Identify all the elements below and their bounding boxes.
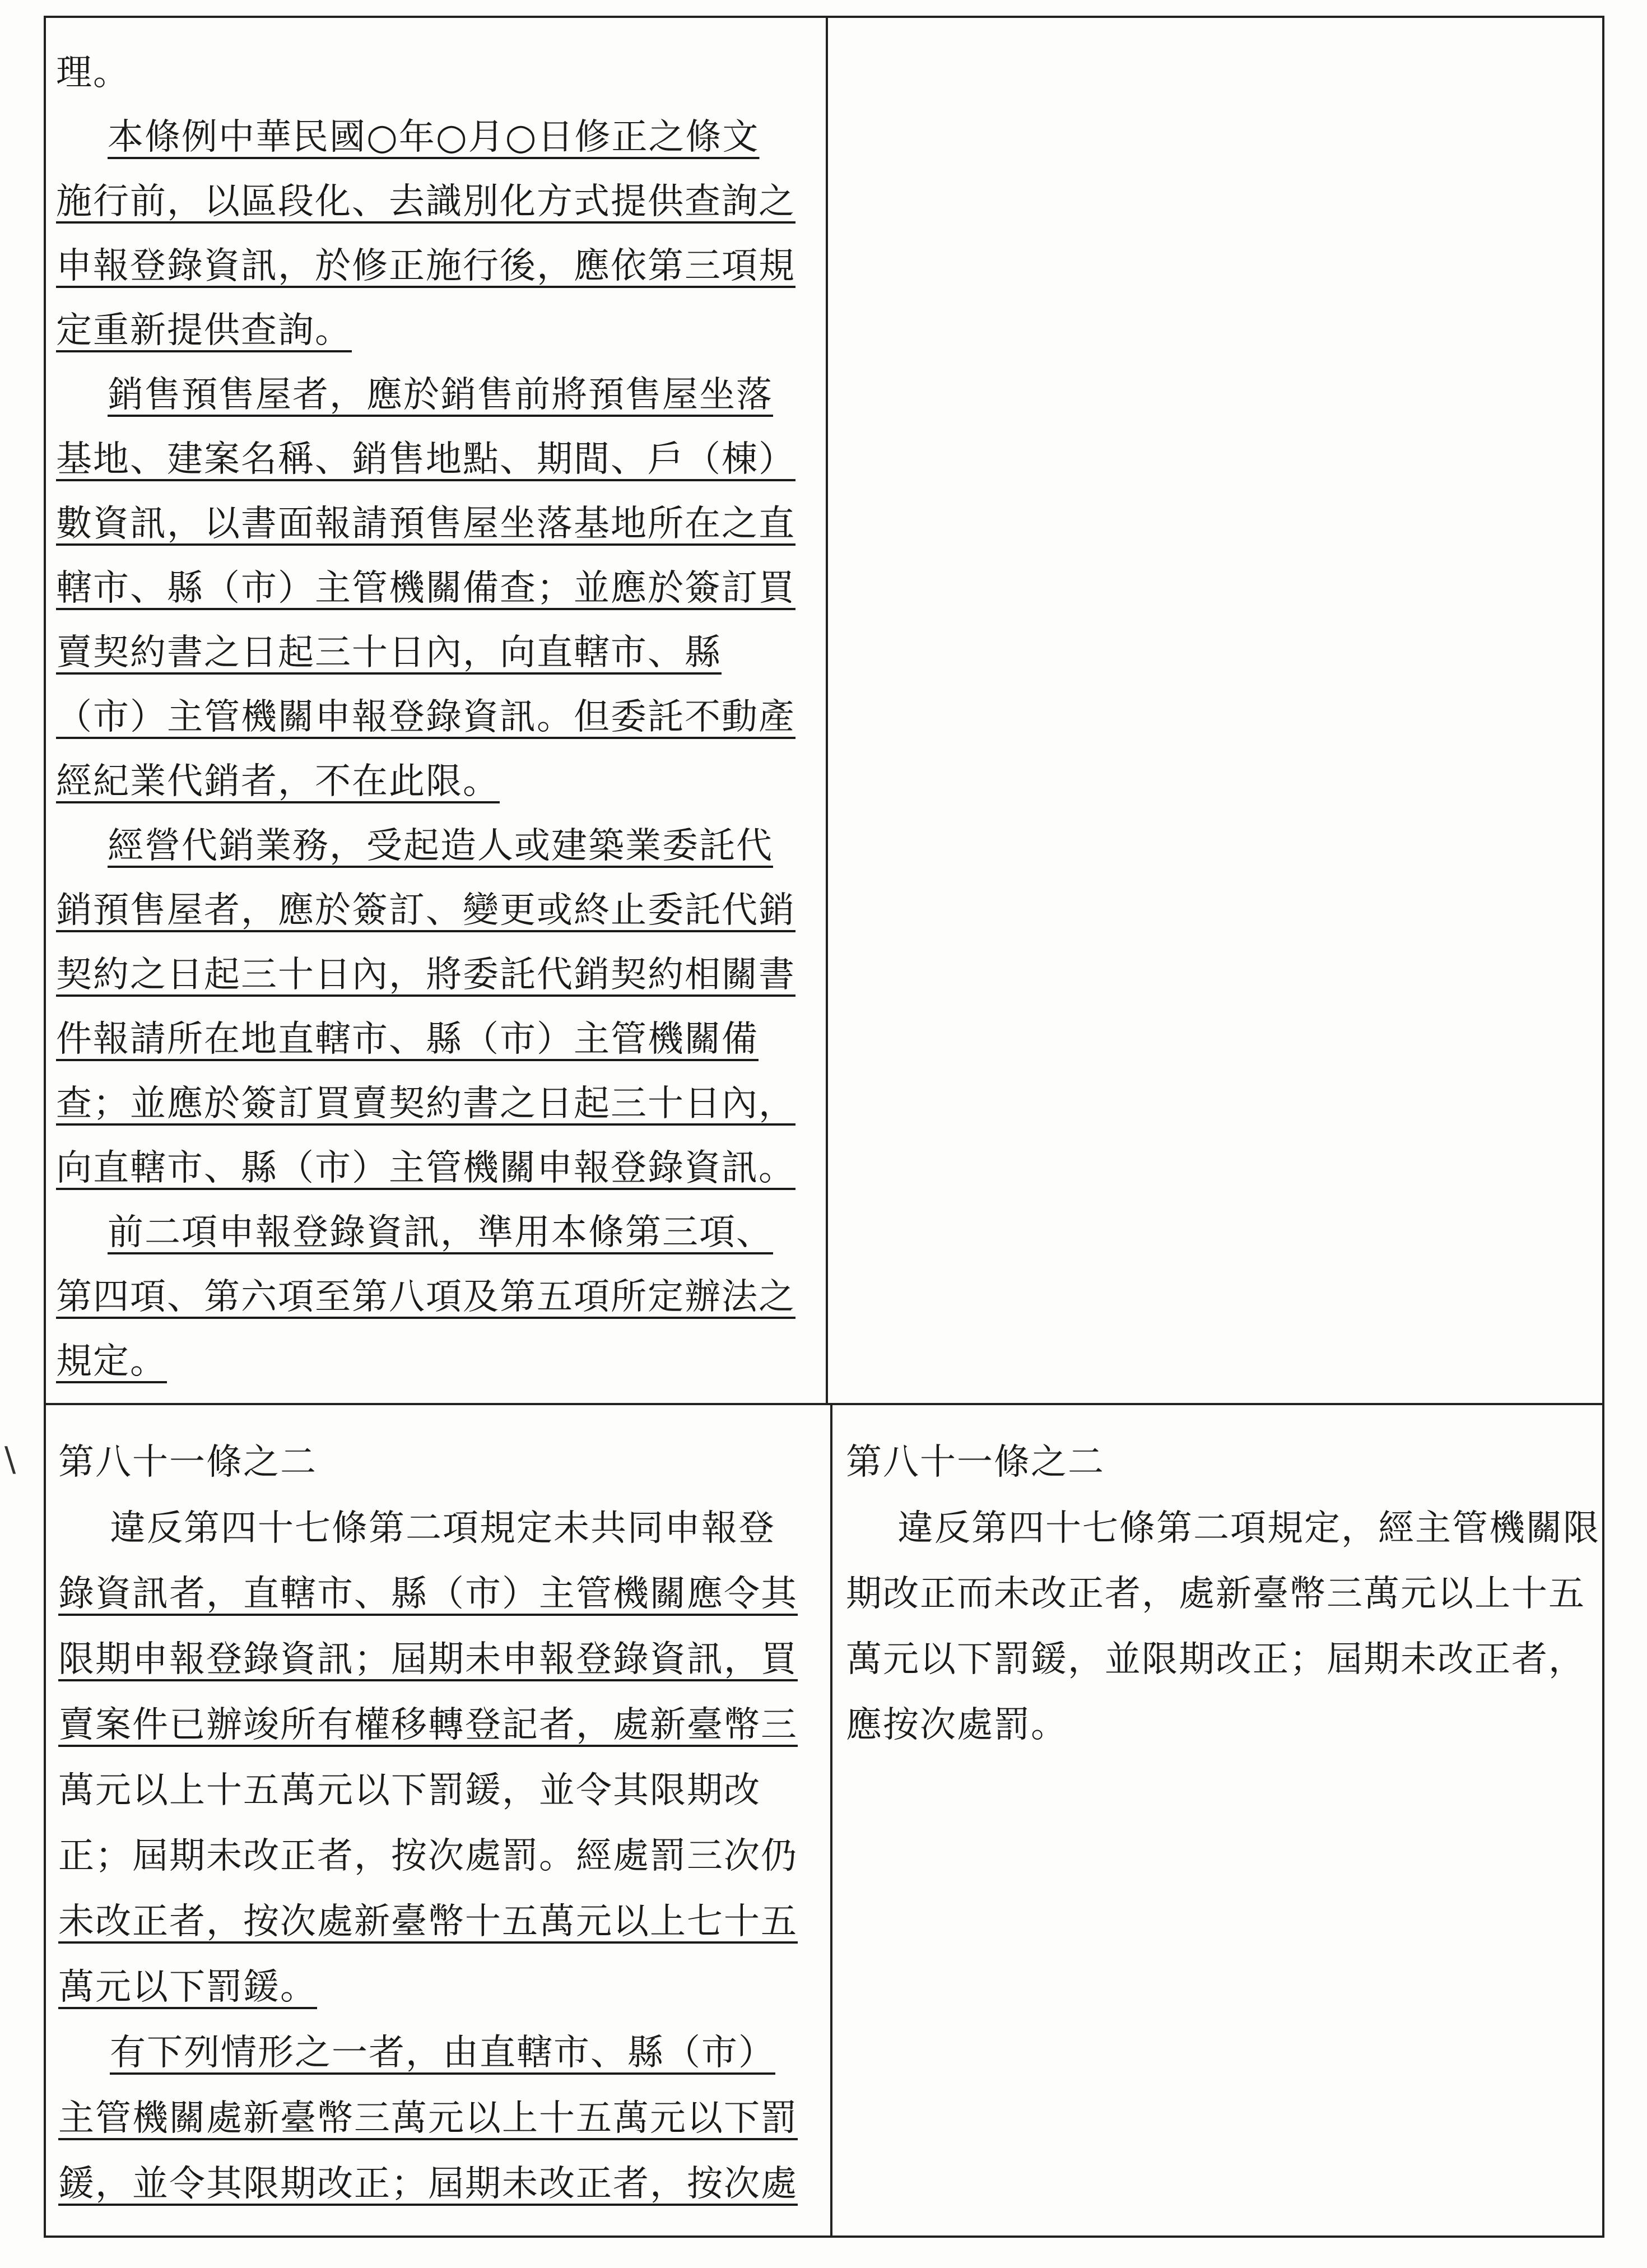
text-line: 鍰，並令其限期改正；屆期未改正者，按次處 (58, 2163, 798, 2205)
text-line: 契約之日起三十日內，將委託代銷契約相關書 (56, 954, 795, 996)
text-line: 經營代銷業務，受起造人或建築業委託代 (108, 825, 773, 867)
text-line: 主管機關處新臺幣三萬元以上十五萬元以下罰 (58, 2098, 798, 2139)
text-line: 申報登錄資訊，於修正施行後，應依第三項規 (56, 245, 795, 287)
text-line: 銷預售屋者，應於簽訂、變更或終止委託代銷 (56, 890, 795, 931)
text-line: 查；並應於簽訂買賣契約書之日起三十日內， (56, 1083, 795, 1124)
text-line: 銷售預售屋者，應於銷售前將預售屋坐落 (108, 374, 773, 416)
bottom-left-cell (58, 1440, 820, 2224)
text-line: 經紀業代銷者，不在此限。 (56, 761, 500, 802)
column-divider-top (826, 16, 828, 1405)
text-line: 限期申報登錄資訊；屆期未申報登錄資訊，買 (58, 1639, 798, 1680)
text-line: 正；屆期未改正者，按次處罰。經處罰三次仍 (58, 1835, 798, 1877)
text-line: 理。 (56, 52, 130, 94)
text-line: 錄資訊者，直轄市、縣（市）主管機關應令其 (58, 1573, 798, 1615)
text-line: 數資訊，以書面報請預售屋坐落基地所在之直 (56, 503, 795, 545)
article-heading: 第八十一條之二 (58, 1442, 317, 1483)
text-line: 違反第四十七條第二項規定，經主管機關限 (897, 1508, 1600, 1549)
top-left-cell (56, 50, 818, 1395)
text-line: 應按次處罰。 (846, 1704, 1068, 1746)
text-line: 第四項、第六項至第八項及第五項所定辦法之 (56, 1276, 795, 1318)
text-line: 期改正而未改正者，處新臺幣三萬元以上十五 (846, 1573, 1585, 1615)
text-line: 萬元以上十五萬元以下罰鍰，並令其限期改 (58, 1770, 761, 1811)
text-line: 定重新提供查詢。 (56, 310, 352, 351)
text-line: 未改正者，按次處新臺幣十五萬元以上七十五 (58, 1901, 798, 1942)
text-line: 萬元以下罰鍰。 (58, 1967, 317, 2008)
text-line: 本條例中華民國○年○月○日修正之條文 (108, 117, 760, 158)
article-heading: 第八十一條之二 (846, 1442, 1105, 1483)
text-line: 萬元以下罰鍰，並限期改正；屆期未改正者， (846, 1639, 1585, 1680)
column-divider-bottom (830, 1403, 832, 2238)
row-divider (44, 1403, 1604, 1405)
scan-mark: \ (4, 1440, 16, 1479)
text-line: 施行前，以區段化、去識別化方式提供查詢之 (56, 181, 795, 222)
text-line: 違反第四十七條第二項規定未共同申報登 (110, 1508, 775, 1549)
text-line: 件報請所在地直轄市、縣（市）主管機關備 (56, 1019, 759, 1060)
text-line: 基地、建案名稱、銷售地點、期間、戶（棟） (56, 439, 795, 480)
text-line: 賣契約書之日起三十日內，向直轄市、縣 (56, 632, 722, 673)
bottom-right-cell (846, 1440, 1600, 2224)
text-line: 賣案件已辦竣所有權移轉登記者，處新臺幣三 (58, 1704, 798, 1746)
text-line: 向直轄市、縣（市）主管機關申報登錄資訊。 (56, 1147, 795, 1189)
text-line: 規定。 (56, 1341, 167, 1382)
text-line: 有下列情形之一者，由直轄市、縣（市） (110, 2032, 775, 2074)
text-line: （市）主管機關申報登錄資訊。但委託不動產 (56, 696, 795, 738)
text-line: 前二項申報登錄資訊，準用本條第三項、 (108, 1212, 773, 1253)
text-line: 轄市、縣（市）主管機關備查；並應於簽訂買 (56, 568, 795, 609)
